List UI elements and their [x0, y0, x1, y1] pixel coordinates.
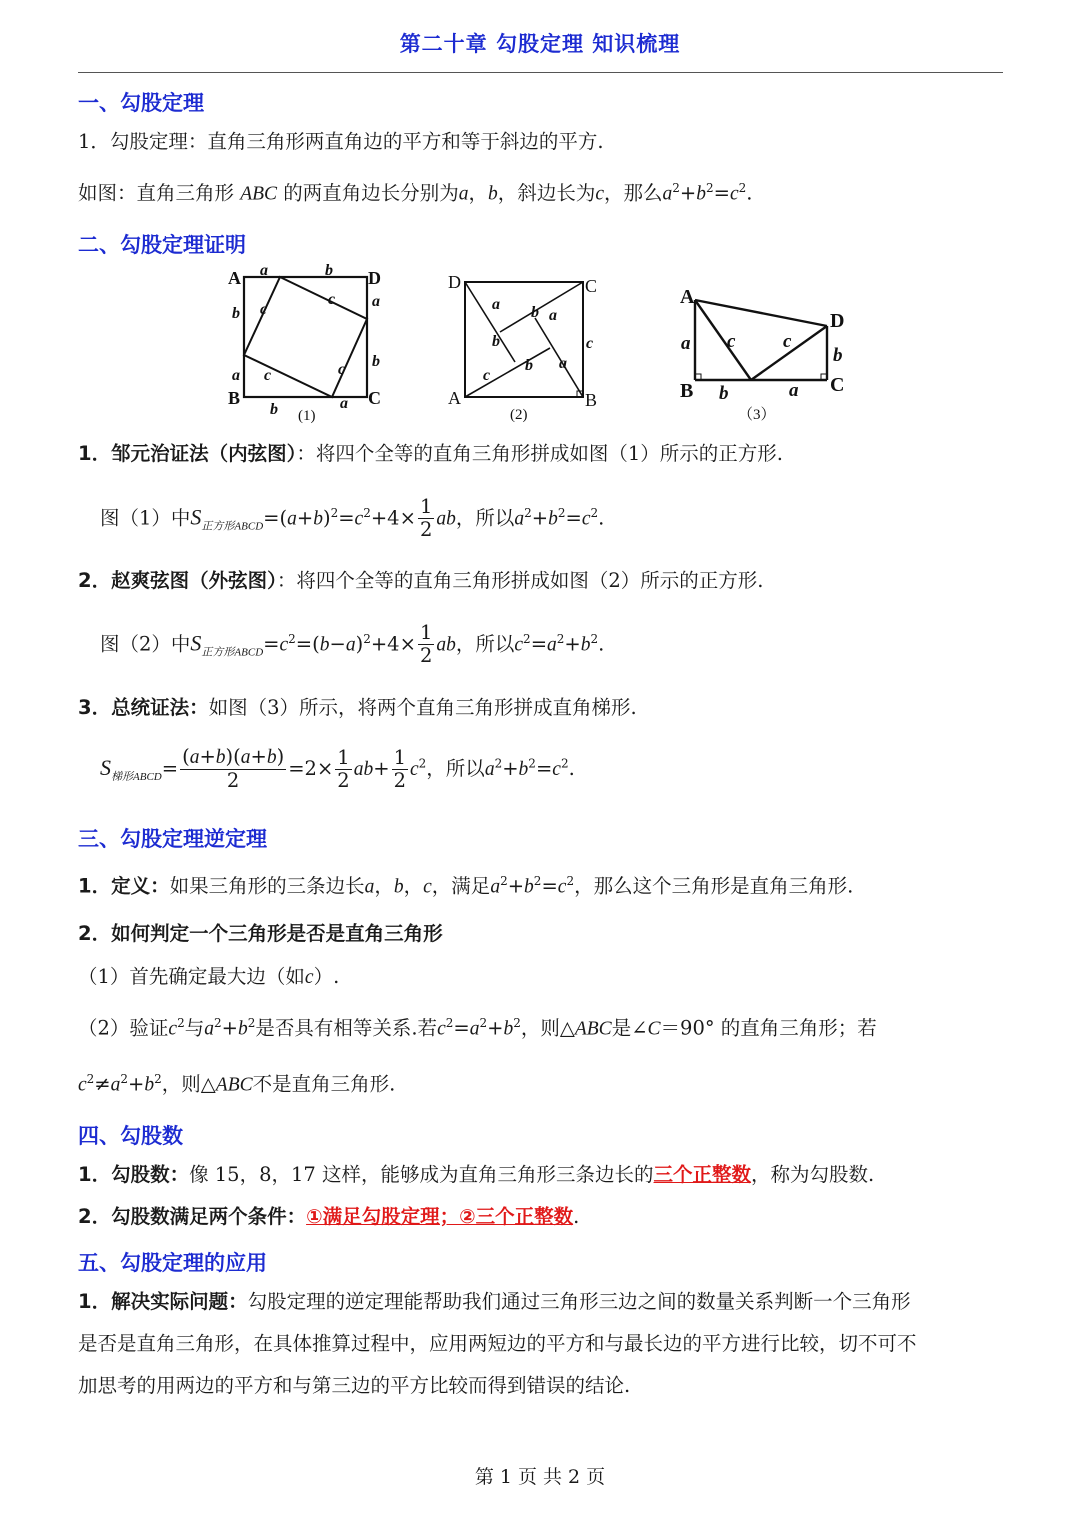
method-3-formula: $S_{梯形ABCD}=$ $\frac{(a+b)(a+b)}{2}$ =2× $\frac{1}{2}$ ab+ $\frac{1}{2}$ $c^2$，所以$a^2+b^2=c^2$.: [100, 745, 575, 793]
method-2-line: 2．赵爽弦图（外弦图）：将四个全等的直角三角形拼成如图（2）所示的正方形.: [78, 569, 764, 592]
svg-text:D: D: [830, 310, 845, 332]
svg-text:b: b: [232, 305, 240, 322]
svg-text:B: B: [585, 390, 598, 410]
judge-heading: 2．如何判定一个三角形是否是直角三角形: [78, 922, 443, 945]
figure-1-inner-chord: [222, 262, 387, 424]
method-1-line: 1．邹元治证法（内弦图）：将四个全等的直角三角形拼成如图（1）所示的正方形.: [78, 442, 783, 465]
figure-2-outer-chord: [445, 270, 605, 425]
svg-text:C: C: [830, 374, 845, 396]
svg-text:c: c: [264, 367, 272, 384]
svg-text:c: c: [483, 367, 491, 384]
svg-text:c: c: [727, 331, 736, 352]
method-1-formula: 图（1）中$S_{正方形ABCD}=(a+b)^2=c^2+4\times$ $\frac{1}{2}$ ab，所以$a^2+b^2=c^2$.: [100, 495, 605, 542]
svg-text:D: D: [368, 268, 381, 288]
section-1-heading: 一、勾股定理: [78, 91, 204, 115]
svg-text:a: a: [492, 296, 500, 313]
svg-text:b: b: [492, 333, 500, 350]
theorem-statement: 1．勾股定理：直角三角形两直角边的平方和等于斜边的平方.: [78, 130, 604, 153]
svg-text:c: c: [783, 331, 792, 352]
section-4-heading: 四、勾股数: [78, 1124, 183, 1148]
svg-text:a: a: [340, 395, 348, 412]
application-line-1: 1．解决实际问题：勾股定理的逆定理能帮助我们通过三角形三边之间的数量关系判断一个三角形: [78, 1290, 911, 1313]
svg-text:a: a: [260, 262, 268, 279]
svg-text:C: C: [368, 388, 381, 408]
title-divider: [78, 72, 1003, 73]
svg-text:b: b: [372, 353, 380, 370]
svg-text:A: A: [228, 268, 241, 288]
svg-text:D: D: [448, 272, 461, 292]
theorem-example: 如图：直角三角形 ABC 的两直角边长分别为a，b，斜边长为c，那么$a^2+b^2=c^2$.: [78, 181, 753, 205]
pythagorean-triple-def: 1．勾股数：像 15，8，17 这样，能够成为直角三角形三条边长的三个正整数，称为勾股数.: [78, 1163, 875, 1186]
method-2-formula: 图（2）中$S_{正方形ABCD}=c^2=(b-a)^2+4\times$ $\frac{1}{2}$ ab，所以$c^2=a^2+b^2$.: [100, 621, 605, 668]
pythagorean-triple-conditions: 2．勾股数满足两个条件：①满足勾股定理；②三个正整数.: [78, 1205, 580, 1228]
svg-text:b: b: [525, 357, 533, 374]
section-5-heading: 五、勾股定理的应用: [78, 1251, 267, 1275]
figure-3-trapezoid: [675, 283, 860, 428]
svg-text:B: B: [680, 380, 694, 402]
section-2-heading: 二、勾股定理证明: [78, 233, 246, 257]
svg-text:b: b: [531, 304, 539, 321]
svg-text:a: a: [681, 333, 691, 354]
application-line-3: 加思考的用两边的平方和与第三边的平方比较而得到错误的结论.: [78, 1374, 631, 1397]
svg-text:(2): (2): [510, 407, 528, 423]
svg-text:a: a: [559, 355, 567, 372]
judge-step-1: （1）首先确定最大边（如c）.: [78, 965, 340, 988]
svg-text:(1): (1): [298, 408, 316, 424]
converse-definition: 1．定义：如果三角形的三条边长a，b，c，满足$a^2+b^2=c^2$，那么这个三角形是直角三角形.: [78, 874, 854, 898]
svg-text:（3）: （3）: [738, 407, 776, 423]
method-3-line: 3．总统证法：如图（3）所示，将两个直角三角形拼成直角梯形.: [78, 696, 637, 719]
page-title: 第二十章 勾股定理 知识梳理: [399, 32, 681, 56]
svg-text:c: c: [338, 361, 346, 378]
svg-text:c: c: [260, 301, 268, 318]
svg-text:b: b: [270, 401, 278, 418]
svg-text:C: C: [585, 276, 598, 296]
svg-text:b: b: [325, 262, 333, 279]
svg-text:a: a: [549, 307, 557, 324]
judge-step-2: （2）验证$c^2$与$a^2+b^2$是否具有相等关系.若$c^2=a^2+b^2$，则△ABC是∠C＝90° 的直角三角形；若: [78, 1016, 877, 1040]
svg-text:B: B: [228, 388, 241, 408]
page-footer: 第 1 页 共 2 页: [474, 1466, 606, 1488]
svg-text:A: A: [680, 286, 695, 308]
judge-step-2-cont: $c^2\ne a^2+b^2$，则△ABC不是直角三角形.: [78, 1072, 396, 1096]
svg-text:a: a: [372, 293, 380, 310]
svg-text:a: a: [232, 367, 240, 384]
svg-text:b: b: [833, 345, 843, 366]
section-3-heading: 三、勾股定理逆定理: [78, 827, 267, 851]
svg-text:c: c: [586, 335, 594, 352]
application-line-2: 是否是直角三角形，在具体推算过程中，应用两短边的平方和与最长边的平方进行比较，切不可不: [78, 1332, 917, 1355]
svg-text:a: a: [789, 380, 799, 401]
svg-text:c: c: [328, 291, 336, 308]
svg-text:b: b: [719, 383, 729, 404]
svg-text:A: A: [448, 388, 461, 408]
